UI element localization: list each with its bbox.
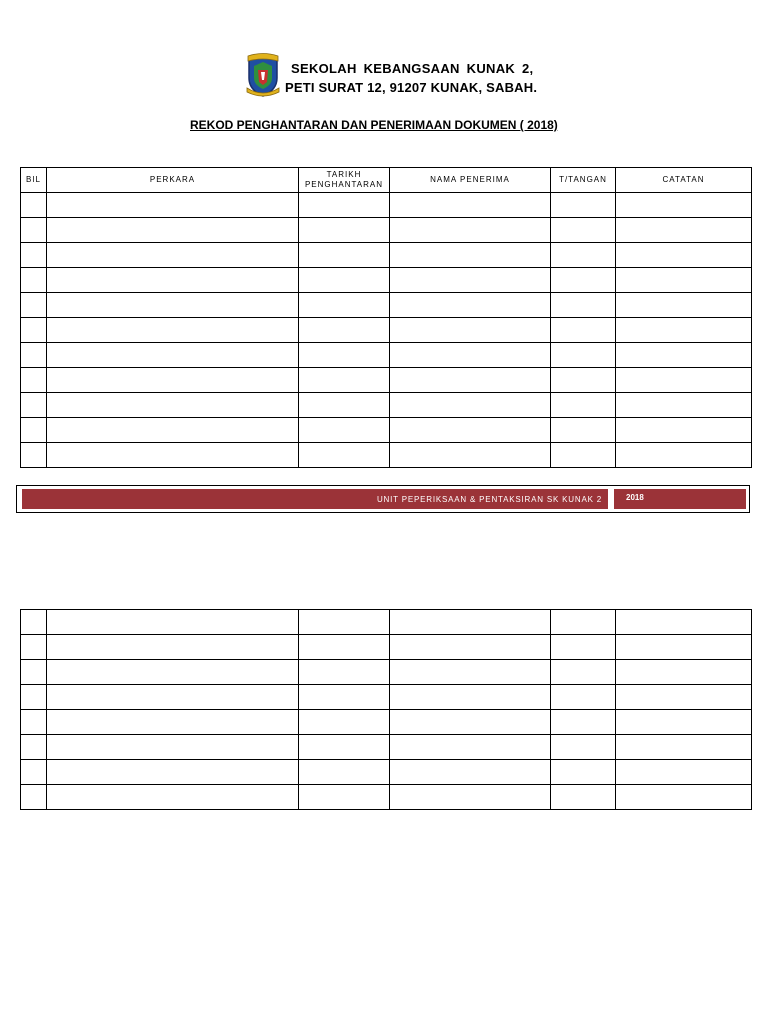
cell-perkara[interactable]	[47, 785, 299, 810]
cell-catatan[interactable]	[616, 685, 752, 710]
cell-tarikh[interactable]	[299, 243, 390, 268]
cell-nama-penerima[interactable]	[390, 710, 551, 735]
cell-perkara[interactable]	[47, 318, 299, 343]
column-header-tarikh-line2: PENGHANTARAN	[304, 180, 384, 189]
table-row	[21, 193, 752, 218]
cell-tarikh[interactable]	[299, 218, 390, 243]
cell-catatan[interactable]	[616, 393, 752, 418]
table-header-row	[21, 168, 752, 193]
cell-nama-penerima[interactable]	[390, 393, 551, 418]
column-header-tarikh-line1: TARIKH	[326, 170, 362, 179]
cell-tarikh[interactable]	[299, 268, 390, 293]
record-table-continued	[20, 609, 752, 810]
cell-tandatangan[interactable]	[551, 710, 616, 735]
cell-nama-penerima[interactable]	[390, 343, 551, 368]
cell-tandatangan[interactable]	[551, 785, 616, 810]
cell-catatan[interactable]	[616, 318, 752, 343]
cell-bil[interactable]	[21, 635, 47, 660]
table-row	[21, 418, 752, 443]
cell-bil[interactable]	[21, 368, 47, 393]
cell-perkara[interactable]	[47, 393, 299, 418]
cell-tandatangan[interactable]	[551, 443, 616, 468]
cell-bil[interactable]	[21, 610, 47, 635]
table-row	[21, 368, 752, 393]
table-row	[21, 685, 752, 710]
cell-tarikh[interactable]	[299, 343, 390, 368]
cell-tarikh[interactable]	[299, 418, 390, 443]
cell-nama-penerima[interactable]	[390, 368, 551, 393]
cell-bil[interactable]	[21, 418, 47, 443]
cell-bil[interactable]	[21, 785, 47, 810]
column-header-bil: BIL	[21, 168, 47, 193]
table-row	[21, 785, 752, 810]
table-row	[21, 710, 752, 735]
table-row	[21, 343, 752, 368]
cell-tarikh[interactable]	[299, 293, 390, 318]
table-row	[21, 610, 752, 635]
cell-tarikh[interactable]	[299, 660, 390, 685]
cell-perkara[interactable]	[47, 293, 299, 318]
cell-tandatangan[interactable]	[551, 660, 616, 685]
cell-nama-penerima[interactable]	[390, 268, 551, 293]
table-row	[21, 735, 752, 760]
cell-nama-penerima[interactable]	[390, 660, 551, 685]
cell-perkara[interactable]	[47, 418, 299, 443]
cell-tandatangan[interactable]	[551, 735, 616, 760]
cell-tarikh[interactable]	[299, 193, 390, 218]
school-crest-icon	[244, 52, 282, 98]
cell-catatan[interactable]	[616, 368, 752, 393]
cell-nama-penerima[interactable]	[390, 635, 551, 660]
cell-perkara[interactable]	[47, 193, 299, 218]
cell-catatan[interactable]	[616, 343, 752, 368]
cell-tandatangan[interactable]	[551, 418, 616, 443]
cell-perkara[interactable]	[47, 710, 299, 735]
cell-nama-penerima[interactable]	[390, 735, 551, 760]
cell-bil[interactable]	[21, 318, 47, 343]
cell-catatan[interactable]	[616, 293, 752, 318]
cell-perkara[interactable]	[47, 760, 299, 785]
cell-perkara[interactable]	[47, 610, 299, 635]
table-row	[21, 393, 752, 418]
cell-nama-penerima[interactable]	[390, 610, 551, 635]
column-header-nama: NAMA PENERIMA	[390, 168, 551, 193]
footer-unit-label: UNIT PEPERIKSAAN & PENTAKSIRAN SK KUNAK 2	[376, 495, 602, 504]
cell-tarikh[interactable]	[299, 760, 390, 785]
cell-bil[interactable]	[21, 660, 47, 685]
footer-bar	[16, 485, 750, 513]
cell-bil[interactable]	[21, 393, 47, 418]
cell-perkara[interactable]	[47, 735, 299, 760]
table-row	[21, 218, 752, 243]
cell-tandatangan[interactable]	[551, 318, 616, 343]
cell-perkara[interactable]	[47, 443, 299, 468]
cell-bil[interactable]	[21, 685, 47, 710]
table-row	[21, 660, 752, 685]
cell-perkara[interactable]	[47, 660, 299, 685]
cell-bil[interactable]	[21, 710, 47, 735]
column-header-perkara: PERKARA	[47, 168, 299, 193]
cell-tarikh[interactable]	[299, 443, 390, 468]
cell-perkara[interactable]	[47, 635, 299, 660]
document-title: REKOD PENGHANTARAN DAN PENERIMAAN DOKUMEN ( 2018)	[190, 118, 558, 132]
cell-tarikh[interactable]	[299, 685, 390, 710]
cell-bil[interactable]	[21, 243, 47, 268]
footer-year-banner	[614, 489, 746, 509]
cell-tandatangan[interactable]	[551, 610, 616, 635]
cell-bil[interactable]	[21, 193, 47, 218]
cell-tandatangan[interactable]	[551, 343, 616, 368]
cell-tarikh[interactable]	[299, 785, 390, 810]
table-row	[21, 635, 752, 660]
cell-tandatangan[interactable]	[551, 393, 616, 418]
cell-tarikh[interactable]	[299, 635, 390, 660]
table-row	[21, 318, 752, 343]
cell-nama-penerima[interactable]	[390, 443, 551, 468]
cell-bil[interactable]	[21, 343, 47, 368]
cell-tarikh[interactable]	[299, 610, 390, 635]
column-header-tangan: T/TANGAN	[551, 168, 616, 193]
cell-perkara[interactable]	[47, 368, 299, 393]
table-row	[21, 243, 752, 268]
cell-tandatangan[interactable]	[551, 268, 616, 293]
cell-catatan[interactable]	[616, 268, 752, 293]
cell-nama-penerima[interactable]	[390, 760, 551, 785]
cell-tarikh[interactable]	[299, 368, 390, 393]
record-table	[20, 167, 752, 468]
table-row	[21, 293, 752, 318]
cell-nama-penerima[interactable]	[390, 685, 551, 710]
cell-nama-penerima[interactable]	[390, 243, 551, 268]
table-row	[21, 443, 752, 468]
cell-catatan[interactable]	[616, 418, 752, 443]
cell-nama-penerima[interactable]	[390, 218, 551, 243]
cell-perkara[interactable]	[47, 268, 299, 293]
cell-tarikh[interactable]	[299, 318, 390, 343]
school-name: SEKOLAH KEBANGSAAN KUNAK 2,	[291, 61, 534, 76]
column-header-catatan: CATATAN	[616, 168, 752, 193]
cell-perkara[interactable]	[47, 243, 299, 268]
cell-tarikh[interactable]	[299, 710, 390, 735]
cell-perkara[interactable]	[47, 218, 299, 243]
cell-catatan[interactable]	[616, 193, 752, 218]
cell-tandatangan[interactable]	[551, 193, 616, 218]
column-header-tarikh	[299, 168, 390, 193]
cell-catatan[interactable]	[616, 635, 752, 660]
cell-tandatangan[interactable]	[551, 243, 616, 268]
cell-catatan[interactable]	[616, 443, 752, 468]
table-row	[21, 268, 752, 293]
school-address: PETI SURAT 12, 91207 KUNAK, SABAH.	[285, 80, 538, 95]
cell-catatan[interactable]	[616, 710, 752, 735]
cell-catatan[interactable]	[616, 660, 752, 685]
cell-catatan[interactable]	[616, 760, 752, 785]
cell-bil[interactable]	[21, 443, 47, 468]
cell-catatan[interactable]	[616, 785, 752, 810]
cell-bil[interactable]	[21, 735, 47, 760]
cell-catatan[interactable]	[616, 243, 752, 268]
cell-catatan[interactable]	[616, 735, 752, 760]
cell-nama-penerima[interactable]	[390, 785, 551, 810]
cell-bil[interactable]	[21, 293, 47, 318]
cell-nama-penerima[interactable]	[390, 293, 551, 318]
footer-unit-banner	[22, 489, 608, 509]
cell-tandatangan[interactable]	[551, 635, 616, 660]
footer-year: 2018	[626, 493, 644, 502]
cell-bil[interactable]	[21, 268, 47, 293]
cell-nama-penerima[interactable]	[390, 193, 551, 218]
cell-tandatangan[interactable]	[551, 293, 616, 318]
cell-tandatangan[interactable]	[551, 368, 616, 393]
cell-catatan[interactable]	[616, 610, 752, 635]
cell-nama-penerima[interactable]	[390, 318, 551, 343]
cell-tandatangan[interactable]	[551, 218, 616, 243]
cell-perkara[interactable]	[47, 343, 299, 368]
table-row	[21, 760, 752, 785]
cell-tarikh[interactable]	[299, 735, 390, 760]
cell-tarikh[interactable]	[299, 393, 390, 418]
cell-nama-penerima[interactable]	[390, 418, 551, 443]
cell-bil[interactable]	[21, 218, 47, 243]
cell-perkara[interactable]	[47, 685, 299, 710]
cell-tandatangan[interactable]	[551, 685, 616, 710]
cell-catatan[interactable]	[616, 218, 752, 243]
cell-tandatangan[interactable]	[551, 760, 616, 785]
cell-bil[interactable]	[21, 760, 47, 785]
